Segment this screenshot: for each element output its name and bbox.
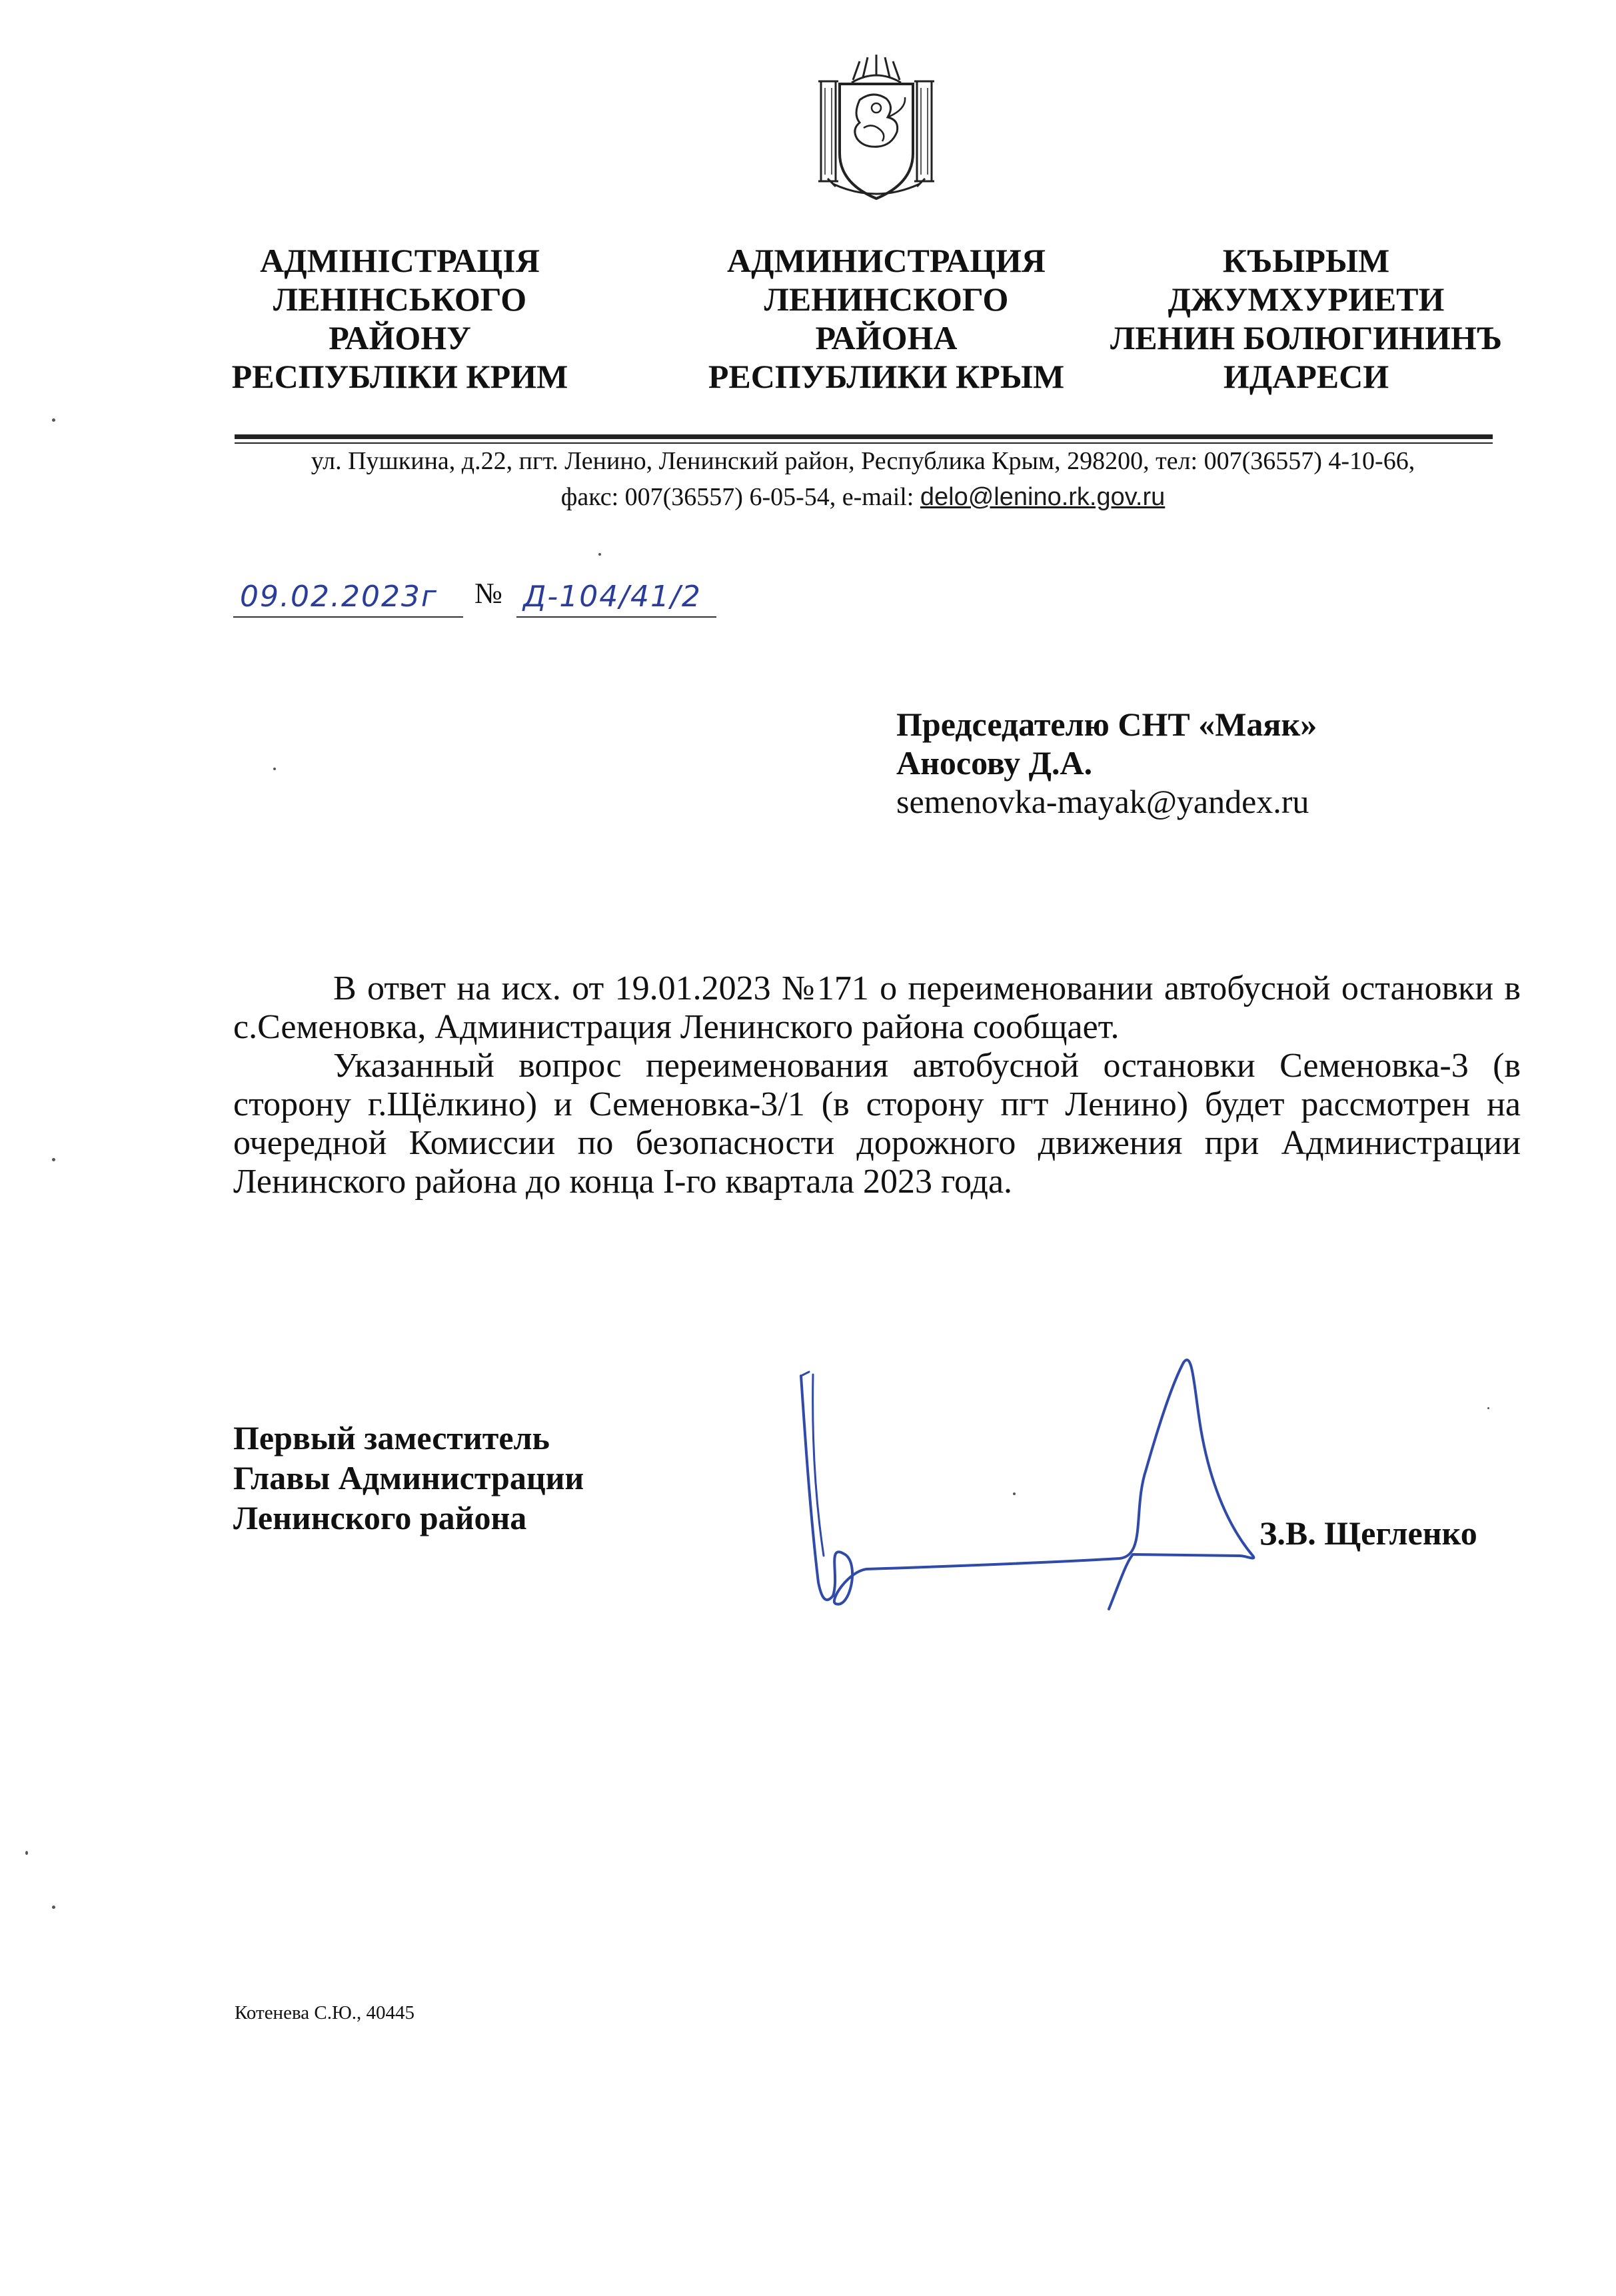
header-ukrainian <box>227 241 573 396</box>
signer-title-line-3: Ленинского района <box>233 1499 527 1536</box>
scan-speck <box>52 1158 55 1161</box>
header-ru-line-2: ЛЕНИНСКОГО <box>764 281 1009 318</box>
registration-number-field <box>516 570 716 618</box>
addressee-block <box>896 705 1317 821</box>
header-crh-line-1: КЪЫРЫМ <box>1222 242 1390 279</box>
header-ua-line-3: РАЙОНУ <box>329 319 471 356</box>
header-divider-thick <box>235 434 1493 439</box>
header-ua-line-1: АДМІНІСТРАЦІЯ <box>260 242 540 279</box>
header-crh-line-2: ДЖУМХУРИЕТИ <box>1168 281 1445 318</box>
header-ru-line-3: РАЙОНА <box>815 319 958 356</box>
header-ua-line-4: РЕСПУБЛІКИ КРИМ <box>231 358 568 395</box>
registration-date: 09.02.2023г <box>240 580 438 614</box>
header-ru-line-4: РЕСПУБЛИКИ КРЫМ <box>708 358 1065 395</box>
scan-speck <box>52 1906 55 1909</box>
registration-number: Д-104/41/2 <box>523 580 702 614</box>
body-paragraph-2: Указанный вопрос переименования автобусной остановки Семеновка-3 (в сторону г.Щёлкино) и Семеновка-3/1 (в сторону пгт Ленино) будет рассмотрен на очередной Комиссии по безопасности дорожного движения при Администрации Ленинского района до конца I-го квартала 2023 года. <box>233 1047 1521 1201</box>
number-sign: № <box>474 577 502 610</box>
header-crh-line-4: ИДАРЕСИ <box>1223 358 1389 395</box>
scan-speck <box>273 768 276 770</box>
address-line-2 <box>200 479 1526 515</box>
header-russian <box>693 241 1080 396</box>
signer-title-block <box>233 1418 584 1538</box>
header-ru-line-1: АДМИНИСТРАЦИЯ <box>727 242 1046 279</box>
handwritten-signature <box>786 1343 1266 1636</box>
office-email-link[interactable]: delo@lenino.rk.gov.ru <box>920 483 1166 511</box>
address-line-1: ул. Пушкина, д.22, пгт. Ленино, Ленинский район, Республика Крым, 298200, тел: 007(36557) 4-10-66, <box>311 447 1415 475</box>
scan-speck <box>1013 1492 1016 1495</box>
header-crh-line-3: ЛЕНИН БОЛЮГИНИНЪ <box>1110 319 1503 356</box>
signer-title-line-2: Главы Администрации <box>233 1459 584 1496</box>
signer-title-line-1: Первый заместитель <box>233 1419 550 1456</box>
addressee-email: semenovka-mayak@yandex.ru <box>896 783 1309 820</box>
addressee-position: Председателю СНТ «Маяк» <box>896 706 1317 743</box>
executor-note: Котенева С.Ю., 40445 <box>235 2002 415 2023</box>
registration-date-field <box>233 570 463 618</box>
coat-of-arms-emblem <box>813 53 940 203</box>
scan-speck <box>25 1851 28 1855</box>
address-fax-prefix: факс: 007(36557) 6-05-54, e-mail: <box>560 483 920 511</box>
letter-body <box>233 969 1521 1201</box>
scan-speck <box>1487 1407 1489 1409</box>
address-block <box>200 443 1526 515</box>
signer-name: З.В. Щегленко <box>1259 1514 1477 1552</box>
header-crimean-tatar <box>1093 241 1519 396</box>
scan-speck <box>52 418 55 422</box>
addressee-name: Аносову Д.А. <box>896 744 1093 782</box>
body-paragraph-1: В ответ на исх. от 19.01.2023 №171 о переименовании автобусной остановки в с.Семеновка, Администрация Ленинского района сообщает. <box>233 969 1521 1046</box>
header-ua-line-2: ЛЕНІНСЬКОГО <box>273 281 527 318</box>
scan-speck <box>598 553 601 556</box>
